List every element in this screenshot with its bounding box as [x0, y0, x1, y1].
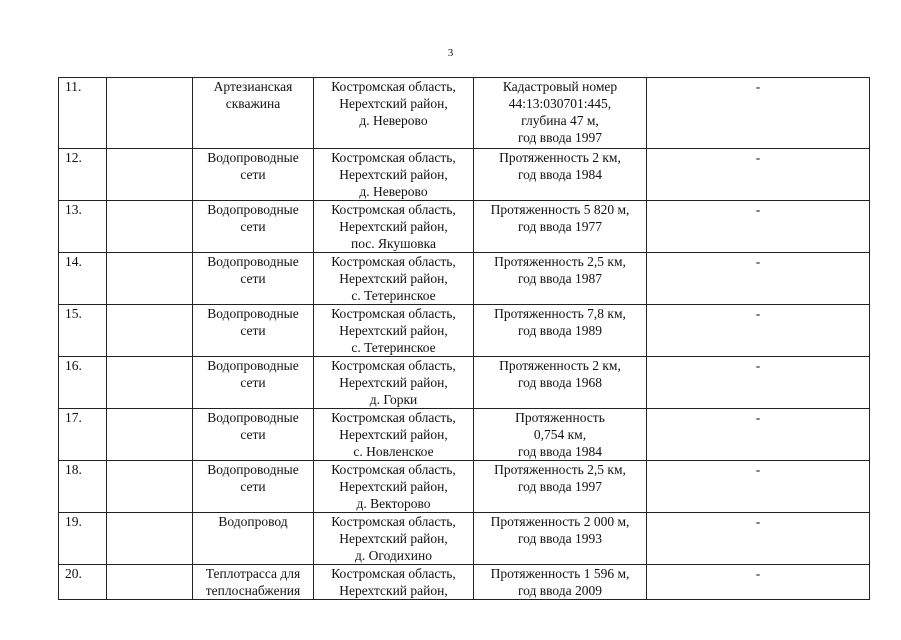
row-characteristics-cell	[474, 357, 647, 409]
row-note: -	[755, 358, 761, 373]
row-object-name-cell	[193, 149, 314, 201]
row-note: -	[755, 566, 761, 581]
row-object-name-cell	[193, 461, 314, 513]
row-number-cell	[59, 565, 107, 600]
row-number: 19.	[65, 514, 82, 529]
row-object-name-cell	[193, 513, 314, 565]
row-note-cell	[647, 305, 870, 357]
row-object-name: Водопроводные сети	[207, 254, 299, 286]
row-object-type-cell	[107, 513, 193, 565]
row-note: -	[755, 202, 761, 217]
row-number: 20.	[65, 566, 82, 581]
row-characteristics: Протяженность 2 км, год ввода 1968	[499, 358, 621, 390]
row-characteristics-cell	[474, 78, 647, 149]
row-location-cell	[314, 305, 474, 357]
row-location-cell	[314, 149, 474, 201]
row-note: -	[755, 462, 761, 477]
row-object-name: Водопроводные сети	[207, 150, 299, 182]
row-object-name: Водопровод	[218, 514, 288, 529]
row-number-cell	[59, 149, 107, 201]
row-characteristics: Протяженность 2 000 м, год ввода 1993	[490, 514, 630, 546]
row-object-type-cell	[107, 149, 193, 201]
row-object-type-cell	[107, 201, 193, 253]
row-location: Костромская область, Нерехтский район, д. Неверово	[331, 150, 456, 199]
row-number: 14.	[65, 254, 82, 269]
row-object-name: Водопроводные сети	[207, 410, 299, 442]
table-row	[59, 149, 870, 201]
row-object-name: Водопроводные сети	[207, 306, 299, 338]
row-object-type-cell	[107, 253, 193, 305]
row-characteristics: Протяженность 1 596 м, год ввода 2009	[490, 566, 630, 598]
row-object-name-cell	[193, 357, 314, 409]
row-object-name: Водопроводные сети	[207, 358, 299, 390]
row-characteristics-cell	[474, 565, 647, 600]
row-characteristics-cell	[474, 201, 647, 253]
row-object-name: Теплотрасса для теплоснабжения	[205, 566, 301, 598]
row-number-cell	[59, 409, 107, 461]
row-location: Костромская область, Нерехтский район, д. Огодихино	[331, 514, 456, 563]
property-registry-table	[58, 77, 870, 600]
row-location-cell	[314, 409, 474, 461]
row-location-cell	[314, 78, 474, 149]
row-location-cell	[314, 201, 474, 253]
table-row	[59, 565, 870, 600]
row-characteristics-cell	[474, 461, 647, 513]
row-object-name: Водопроводные сети	[207, 462, 299, 494]
row-location-cell	[314, 565, 474, 600]
row-number-cell	[59, 461, 107, 513]
row-object-name-cell	[193, 78, 314, 149]
table-row	[59, 409, 870, 461]
row-characteristics-cell	[474, 305, 647, 357]
row-characteristics-cell	[474, 513, 647, 565]
table-row	[59, 305, 870, 357]
row-object-name-cell	[193, 201, 314, 253]
table-row	[59, 461, 870, 513]
row-characteristics: Протяженность 2,5 км, год ввода 1997	[494, 462, 626, 494]
row-location: Костромская область, Нерехтский район, д. Горки	[331, 358, 456, 407]
row-object-name: Артезианская скважина	[213, 79, 293, 111]
row-number-cell	[59, 78, 107, 149]
row-note-cell	[647, 253, 870, 305]
row-note-cell	[647, 461, 870, 513]
row-object-type-cell	[107, 409, 193, 461]
row-characteristics: Кадастровый номер 44:13:030701:445, глубина 47 м, год ввода 1997	[502, 79, 618, 145]
row-note-cell	[647, 513, 870, 565]
row-number: 11.	[65, 79, 82, 94]
row-note-cell	[647, 78, 870, 149]
row-note: -	[755, 254, 761, 269]
page-number: 3	[447, 47, 454, 59]
row-location-cell	[314, 513, 474, 565]
row-object-name-cell	[193, 565, 314, 600]
row-note: -	[755, 150, 761, 165]
row-object-name-cell	[193, 305, 314, 357]
row-note: -	[755, 79, 761, 94]
row-object-type-cell	[107, 461, 193, 513]
row-object-name: Водопроводные сети	[207, 202, 299, 234]
row-location: Костромская область, Нерехтский район, д. Векторово	[331, 462, 456, 511]
row-location: Костромская область, Нерехтский район, с. Тетеринское	[331, 306, 456, 355]
row-location: Костромская область, Нерехтский район, пос. Якушовка	[331, 202, 456, 251]
table-row	[59, 201, 870, 253]
row-number: 17.	[65, 410, 82, 425]
row-note: -	[755, 306, 761, 321]
row-number-cell	[59, 357, 107, 409]
row-characteristics: Протяженность 5 820 м, год ввода 1977	[490, 202, 630, 234]
row-number-cell	[59, 513, 107, 565]
row-object-name-cell	[193, 253, 314, 305]
row-object-type-cell	[107, 305, 193, 357]
row-location: Костромская область, Нерехтский район, с. Тетеринское	[331, 254, 456, 303]
row-number: 13.	[65, 202, 82, 217]
row-object-type-cell	[107, 78, 193, 149]
row-object-name-cell	[193, 409, 314, 461]
row-number: 18.	[65, 462, 82, 477]
row-characteristics-cell	[474, 253, 647, 305]
row-note: -	[755, 514, 761, 529]
row-characteristics-cell	[474, 149, 647, 201]
table-row	[59, 513, 870, 565]
row-characteristics: Протяженность 0,754 км, год ввода 1984	[515, 410, 605, 459]
row-characteristics: Протяженность 2 км, год ввода 1984	[499, 150, 621, 182]
row-characteristics-cell	[474, 409, 647, 461]
row-note-cell	[647, 201, 870, 253]
row-note-cell	[647, 565, 870, 600]
row-note-cell	[647, 357, 870, 409]
row-number: 16.	[65, 358, 82, 373]
row-number-cell	[59, 305, 107, 357]
row-characteristics: Протяженность 2,5 км, год ввода 1987	[494, 254, 626, 286]
table-row	[59, 357, 870, 409]
row-object-type-cell	[107, 565, 193, 600]
row-number: 15.	[65, 306, 82, 321]
registry-body	[59, 78, 870, 600]
row-number: 12.	[65, 150, 82, 165]
row-location: Костромская область, Нерехтский район, д. Неверово	[331, 79, 456, 128]
table-row	[59, 253, 870, 305]
row-location-cell	[314, 357, 474, 409]
row-object-type-cell	[107, 357, 193, 409]
row-location: Костромская область, Нерехтский район, с. Новленское	[331, 410, 456, 459]
row-location-cell	[314, 461, 474, 513]
row-note-cell	[647, 409, 870, 461]
row-number-cell	[59, 201, 107, 253]
row-location-cell	[314, 253, 474, 305]
row-characteristics: Протяженность 7,8 км, год ввода 1989	[494, 306, 626, 338]
row-note: -	[755, 410, 761, 425]
row-location: Костромская область, Нерехтский район,	[331, 566, 456, 598]
row-number-cell	[59, 253, 107, 305]
table-row	[59, 78, 870, 149]
row-note-cell	[647, 149, 870, 201]
